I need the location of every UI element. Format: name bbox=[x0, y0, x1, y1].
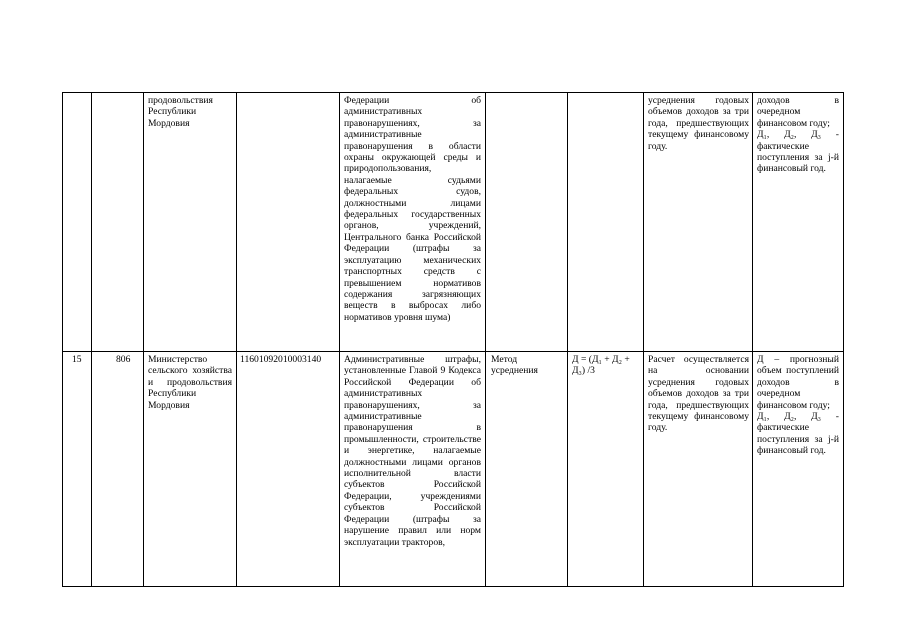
algorithm-cell: Расчет осуществляется на основании усреднения годовых объемов доходов за три года, предшествующих текущему финансовому году. bbox=[648, 354, 749, 434]
table-col-border bbox=[143, 92, 144, 587]
table-col-border bbox=[752, 92, 753, 587]
table-rule-row-divider bbox=[62, 351, 843, 352]
table-col-border bbox=[643, 92, 644, 587]
table-col-border bbox=[567, 92, 568, 587]
table-col-border bbox=[843, 92, 844, 587]
notes-cell: доходов в очередном финансовом году; Д₁, Д₂, Д₃ - фактические поступления за j-й финансовый год. bbox=[757, 95, 839, 175]
revenue-name-cell: Административные штрафы, установленные Главой 9 Кодекса Российской Федерации об административных правонарушениях, за административные правонарушения в промышленности, строительстве и энергетике, налагаемые должностными лицами органов исполнительной власти субъектов Российской Федерации, учреждениями субъектов Российской Федерации (штрафы за нарушение правил или норм эксплуатации тракторов, bbox=[344, 354, 481, 548]
table-col-border bbox=[62, 92, 63, 587]
admin-name-cell: продовольствия Республики Мордовия bbox=[148, 95, 213, 129]
table-col-border bbox=[485, 92, 486, 587]
notes-cell: Д – прогнозный объем поступлений доходов в очередном финансовом году; Д₁, Д₂, Д₃ - фактические поступления за j-й финансовый год. bbox=[757, 354, 839, 457]
admin-name-cell: Министерство сельского хозяйства и продовольствия Республики Мордовия bbox=[148, 354, 232, 411]
formula-cell: Д = (Д₁ + Д₂ + Д₃) /3 bbox=[572, 354, 630, 377]
method-cell: Метод усреднения bbox=[491, 354, 538, 377]
revenue-name-cell: Федерации об административных правонарушениях, за административные правонарушения в области охраны окружающей среды и природопользования, налагаемые судьями федеральных судов, должностными лицами федеральных государственных органов, учреждений, Центрального банка Российской Федерации (штрафы за эксплуатацию механических транспортных средств с превышением нормативов содержания загрязняющих веществ в выбросах либо нормативов уровня шума) bbox=[344, 95, 481, 323]
table-col-border bbox=[91, 92, 92, 587]
row-number-cell: 15 bbox=[72, 354, 82, 365]
kbk-code-cell: 11601092010003140 bbox=[240, 354, 322, 365]
table-rule-bottom bbox=[62, 586, 843, 587]
admin-code-cell: 806 bbox=[116, 354, 131, 365]
table-col-border bbox=[236, 92, 237, 587]
table-col-border bbox=[339, 92, 340, 587]
algorithm-cell: усреднения годовых объемов доходов за три года, предшествующих текущему финансовому году. bbox=[648, 95, 749, 152]
table-rule-top bbox=[62, 92, 843, 93]
